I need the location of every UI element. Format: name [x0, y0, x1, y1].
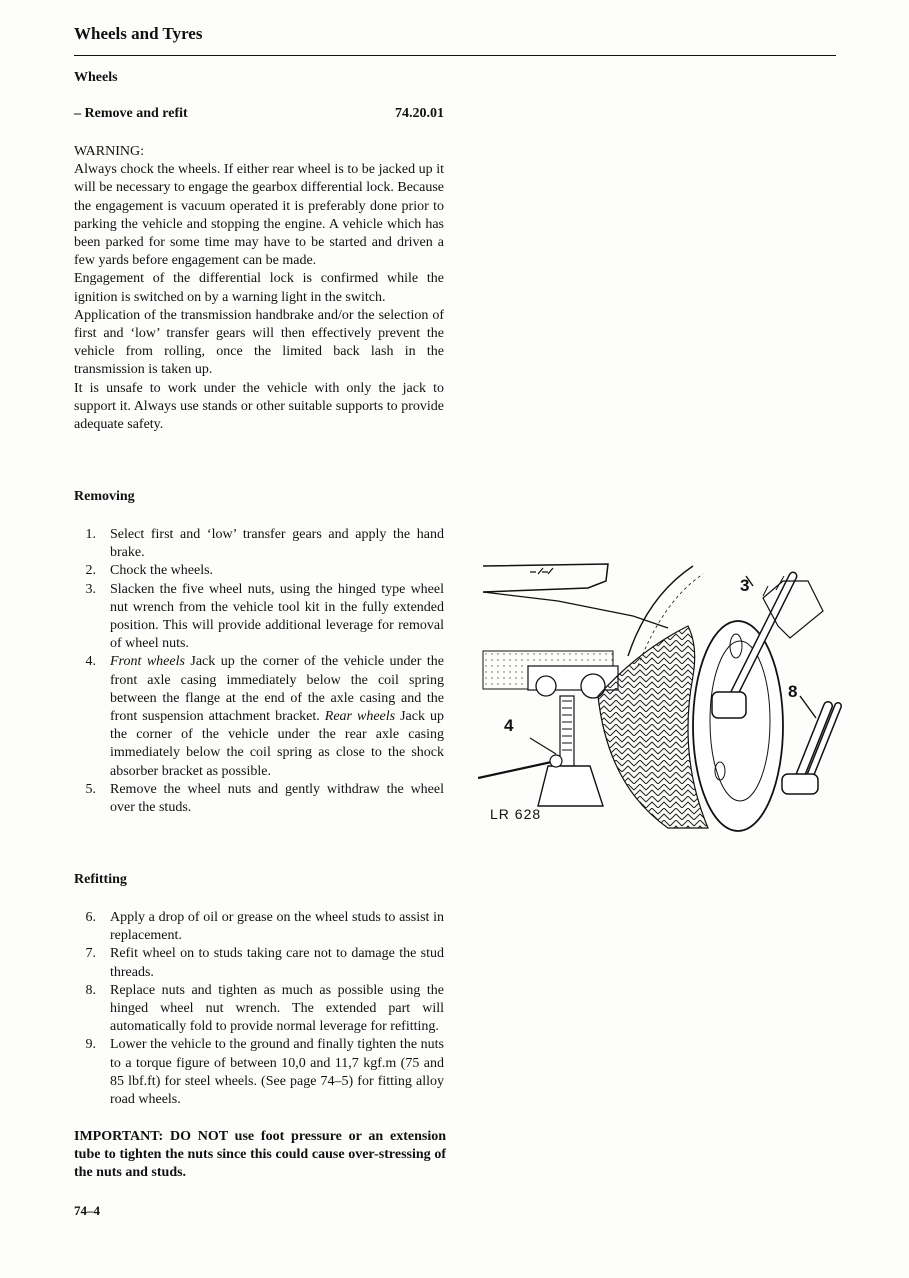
step-text: Lower the vehicle to the ground and finally tighten the nuts to a torque figure of between 10,0 and 11,7 kgf.m (75 and 85 lbf.ft) for steel wheels. (See page 74–5) for fitting alloy road wheels.: [110, 1037, 444, 1108]
step-item: [74, 945, 444, 981]
refitting-heading: Refitting: [74, 872, 127, 887]
step-number: 3 .: [74, 581, 96, 599]
callout-label-wrench-folded: 8: [788, 682, 798, 701]
jack-and-wrench-illustration: [478, 556, 848, 834]
operation-name: – Remove and refit: [74, 106, 188, 121]
step-number: 2 .: [74, 562, 96, 580]
step-text: Slacken the five wheel nuts, using the hinged type wheel nut wrench from the vehicle tool kit in the fully extended position. This will provide additional leverage for removal of wheel nuts.: [110, 581, 444, 652]
important-note: IMPORTANT: DO NOT use foot pressure or an extension tube to tighten the nuts since this could cause over-stressing of the nuts and studs.: [74, 1129, 446, 1181]
step-item: [74, 781, 444, 817]
step-item: [74, 1036, 444, 1109]
removing-steps: [74, 526, 444, 817]
warning-paragraph: It is unsafe to work under the vehicle with only the jack to support it. Always use stands or other suitable supports to provide adequate safety.: [74, 380, 444, 433]
step-number: 7 .: [74, 945, 96, 963]
page-header-title: Wheels and Tyres: [74, 24, 203, 43]
operation-code: 74.20.01: [395, 106, 444, 121]
warning-paragraph: Always chock the wheels. If either rear wheel is to be jacked up it will be necessary to engage the gearbox differential lock. Because the engagement is vacuum operated it is preferably done prior to parking the vehicle and stopping the engine. A vehicle which has been parked for some time may have to be started and driven a few yards before engagement can be made.: [74, 162, 444, 269]
step-item: [74, 982, 444, 1037]
step-text: Chock the wheels.: [110, 563, 214, 579]
step-number: 9 .: [74, 1036, 96, 1054]
removing-heading: Removing: [74, 489, 135, 504]
page-number: 74–4: [74, 1203, 100, 1218]
section-title: Wheels: [74, 70, 118, 85]
callout-label-jack: 4: [504, 716, 514, 735]
step-number: 8 .: [74, 982, 96, 1000]
step-lead-front-wheels: Front wheels: [110, 654, 185, 670]
step-text: Replace nuts and tighten as much as possible using the hinged wheel nut wrench. The extended part will automatically fold to provide normal leverage for refitting.: [110, 982, 444, 1035]
refitting-steps: [74, 909, 444, 1109]
warning-paragraph: Application of the transmission handbrake and/or the selection of first and ‘low’ transfer gears will then effectively prevent the vehicle from rolling, once the limited back lash in the transmission is taken up.: [74, 307, 444, 378]
figure-reference: LR 628: [490, 806, 542, 822]
warning-block: [74, 143, 444, 434]
step-text: Apply a drop of oil or grease on the wheel studs to assist in replacement.: [110, 910, 444, 944]
step-item: [74, 581, 444, 654]
step-item: [74, 909, 444, 945]
step-lead-rear-wheels: Rear wheels: [324, 709, 396, 725]
warning-paragraph: Engagement of the differential lock is confirmed while the ignition is switched on by a warning light in the switch.: [74, 271, 444, 305]
step-text: Remove the wheel nuts and gently withdraw the wheel over the studs.: [110, 781, 444, 816]
warning-label: WARNING:: [74, 144, 144, 159]
step-item: [74, 526, 444, 562]
step-number: 5 .: [74, 781, 96, 799]
step-number: 4 .: [74, 653, 96, 671]
step-number: 1 .: [74, 526, 96, 544]
step-item: [74, 653, 444, 780]
header-divider: [74, 55, 836, 56]
step-item: [74, 562, 444, 580]
step-text: Jack up the corner of the vehicle under the rear axle casing immediately below the coil spring as close to the shock absorber bracket as possible.: [110, 709, 444, 779]
step-text: Select first and ‘low’ transfer gears and apply the hand brake.: [110, 527, 444, 561]
step-number: 6 .: [74, 909, 96, 927]
step-text: Jack up the corner of the vehicle under the front axle casing immediately below the coil spring between the flange at the end of the axle casing and the front suspension attachment bracket.: [110, 654, 444, 725]
callout-label-wrench-open: 3: [740, 576, 750, 595]
step-text: Refit wheel on to studs taking care not to damage the stud threads.: [110, 946, 444, 980]
operation-line: [74, 106, 444, 122]
